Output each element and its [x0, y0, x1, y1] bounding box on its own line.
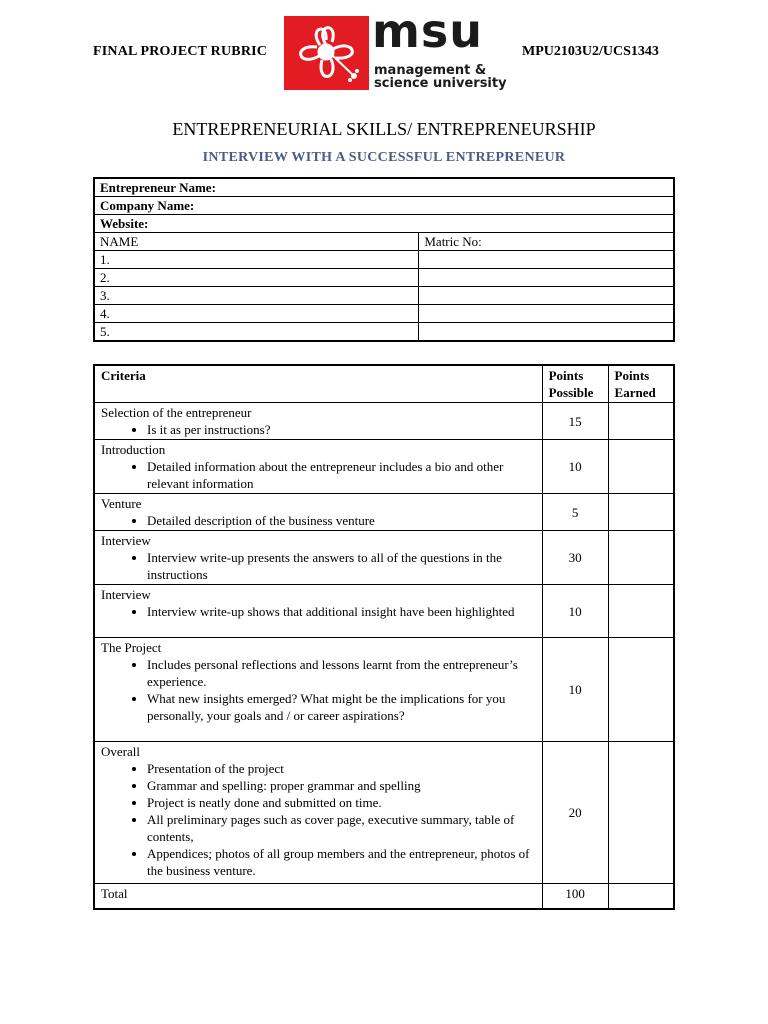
total-earned-cell[interactable] [608, 884, 674, 909]
entrepreneur-name-field[interactable]: Entrepreneur Name: [94, 178, 674, 197]
points-possible: 20 [542, 742, 608, 884]
criteria-bullet: • Interview write-up presents the answers to all of the questions in the instructions [147, 549, 536, 583]
criteria-cell [94, 403, 542, 440]
criteria-title: Selection of the entrepreneur [101, 405, 252, 420]
criteria-bullet: • Presentation of the project [147, 760, 536, 777]
logo-wordmark: msu [372, 4, 484, 58]
points-earned-cell[interactable] [608, 494, 674, 531]
points-possible: 5 [542, 494, 608, 531]
name-column-header: NAME [94, 233, 419, 251]
hibiscus-logo-icon [284, 16, 369, 90]
logo-subtitle [374, 64, 507, 90]
member-row-label[interactable]: 5. [94, 323, 419, 342]
points-possible-header: Points Possible [542, 365, 608, 403]
criteria-bullet: • Detailed information about the entrepreneur includes a bio and other relevant information [147, 458, 536, 492]
page-subtitle: INTERVIEW WITH A SUCCESSFUL ENTREPRENEUR [202, 150, 566, 165]
criteria-title: Interview [101, 533, 151, 548]
criteria-bullet: • Detailed description of the business venture [147, 512, 536, 529]
company-name-field[interactable]: Company Name: [94, 197, 674, 215]
member-row-label[interactable]: 3. [94, 287, 419, 305]
total-points: 100 [542, 884, 608, 909]
member-row-label[interactable]: 4. [94, 305, 419, 323]
matric-cell[interactable] [419, 287, 674, 305]
criteria-title: Venture [101, 496, 142, 511]
criteria-bullet: • Project is neatly done and submitted on time. [147, 794, 536, 811]
criteria-cell [94, 494, 542, 531]
criteria-bullet: • Includes personal reflections and lessons learnt from the entrepreneur’s experience. [147, 656, 536, 690]
criteria-bullet: • Appendices; photos of all group members and the entrepreneur, photos of the business venture. [147, 845, 536, 879]
info-table [93, 177, 675, 342]
matric-cell[interactable] [419, 269, 674, 287]
criteria-header: Criteria [94, 365, 542, 403]
rubric-table [93, 364, 675, 910]
criteria-bullet: • All preliminary pages such as cover page, executive summary, table of contents, [147, 811, 536, 845]
logo-sub-line1: management & [374, 63, 487, 78]
points-earned-header: Points Earned [608, 365, 674, 403]
criteria-title: The Project [101, 640, 162, 655]
criteria-bullet: • What new insights emerged? What might be the implications for you personally, your goals and / or career aspirations? [147, 690, 536, 724]
criteria-title: Interview [101, 587, 151, 602]
website-field[interactable]: Website: [94, 215, 674, 233]
points-earned-cell[interactable] [608, 531, 674, 585]
points-earned-cell[interactable] [608, 742, 674, 884]
matric-column-header: Matric No: [419, 233, 674, 251]
criteria-cell [94, 742, 542, 884]
criteria-bullet: • Grammar and spelling: proper grammar and spelling [147, 777, 536, 794]
criteria-cell [94, 440, 542, 494]
points-possible: 10 [542, 638, 608, 742]
criteria-title: Introduction [101, 442, 166, 457]
points-earned-cell[interactable] [608, 403, 674, 440]
page-title: ENTREPRENEURIAL SKILLS/ ENTREPRENEURSHIP [172, 119, 596, 139]
points-earned-cell[interactable] [608, 585, 674, 638]
course-code: MPU2103U2/UCS1343 [522, 44, 659, 59]
points-earned-cell[interactable] [608, 638, 674, 742]
criteria-cell [94, 638, 542, 742]
criteria-bullet: • Is it as per instructions? [147, 421, 536, 438]
points-possible: 10 [542, 585, 608, 638]
header-left-text: FINAL PROJECT RUBRIC [93, 44, 268, 59]
matric-cell[interactable] [419, 251, 674, 269]
criteria-title: Overall [101, 744, 140, 759]
member-row-label[interactable]: 1. [94, 251, 419, 269]
points-earned-cell[interactable] [608, 440, 674, 494]
msu-logo [284, 4, 516, 94]
matric-cell[interactable] [419, 305, 674, 323]
matric-cell[interactable] [419, 323, 674, 342]
criteria-bullet: • Interview write-up shows that additional insight have been highlighted [147, 603, 536, 620]
points-possible: 15 [542, 403, 608, 440]
points-possible: 10 [542, 440, 608, 494]
logo-sub-line2: science university [374, 76, 507, 91]
criteria-cell [94, 585, 542, 638]
member-row-label[interactable]: 2. [94, 269, 419, 287]
criteria-cell [94, 531, 542, 585]
total-label: Total [94, 884, 542, 909]
points-possible: 30 [542, 531, 608, 585]
